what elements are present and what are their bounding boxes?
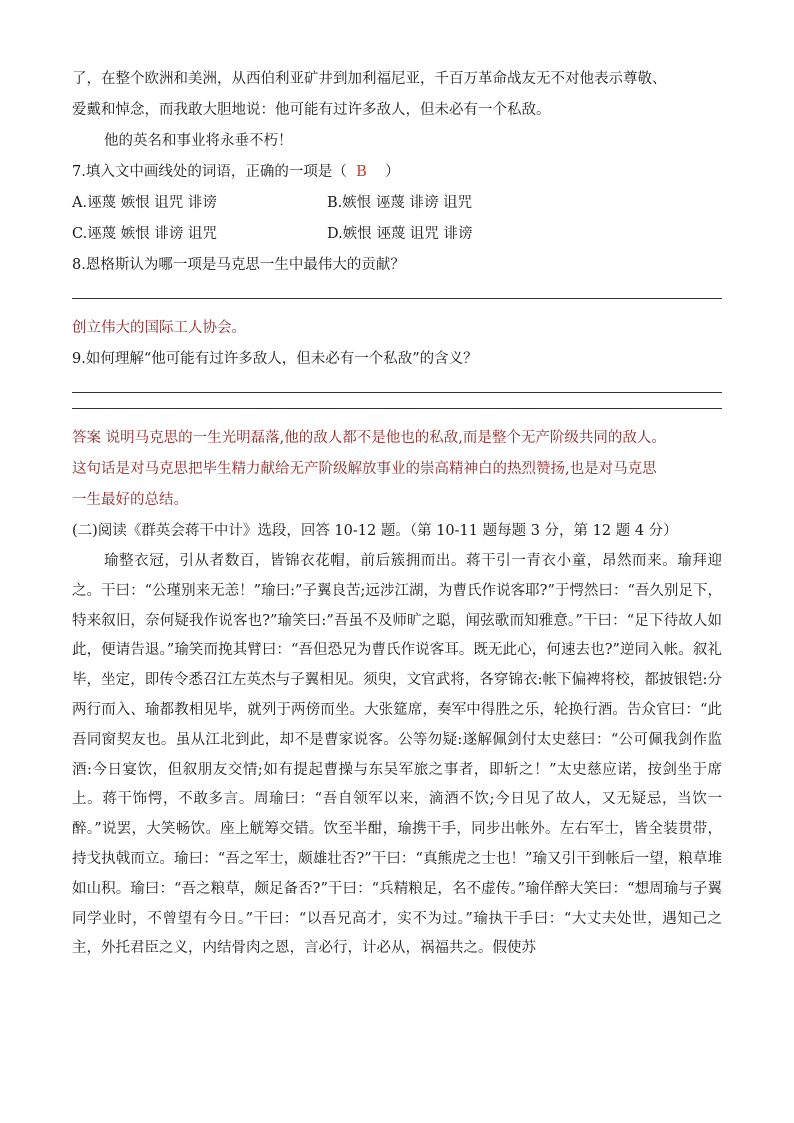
paragraph-line: 他的英名和事业将永垂不朽！ [104,133,293,149]
question-9-answer-line: 一生最好的总结。 [72,492,188,508]
question-8-answer: 创立伟大的国际工人协会。 [72,320,246,336]
option-a: A.诬蔑 嫉恨 诅咒 诽谤 [72,195,217,211]
question-7-options-row2 [72,219,722,250]
question-7-close: ） [385,164,400,180]
reading-passage: 瑜整衣冠，引从者数百，皆锦衣花帽，前后簇拥而出。蒋干引一青衣小童，昂然而来。瑜拜迎之。干曰：“公瑾别来无恙！”瑜曰:”子翼良苦;远涉江湖，为曹氏作说客耶?”于愕然曰：“吾久别足下，特来叙旧，奈何疑我作说客也?”瑜笑曰:”吾虽不及师旷之聪，闻弦歌而知雅意。”干曰：“足下待故人如此，便请告退。”瑜笑而挽其臂曰：“吾但恐兄为曹氏作说客耳。既无此心，何速去也?”逆同入帐。叙礼毕，坐定，即传令悉召江左英杰与子翼相见。须臾，文官武将，各穿锦衣:帐下偏裨将校，都披银铠:分两行而入、瑜都教相见毕，就列于两傍而坐。大张筵席，奏军中得胜之乐，轮换行酒。告众官曰：“此吾同窗契友也。虽从江北到此，却不是曹家说客。公等勿疑:遂解佩剑付太史慈曰：“公可佩我剑作监酒:今日宴饮，但叙朋友交情;如有提起曹操与东吴军旅之事者，即斩之！”太史慈应诺，按剑坐于席上。蒋干饰愕，不敢多言。周瑜曰：“吾自领军以来，滴酒不饮;今日见了故人，又无疑忌，当饮一醉。”说罢，大笑畅饮。座上觥筹交错。饮至半酣，瑜携干手，同步出帐外。左右军士，皆全装贯带，持戈执戟而立。瑜曰：“吾之军士，颇雄壮否?”干曰：“真熊虎之士也！”瑜又引干到帐后一望，粮草堆如山积。瑜曰：“吾之粮草，颇足备否?”干曰：“兵精粮足，名不虚传。”瑜佯醉大笑曰：“想周瑜与子翼同学业时，不曾望有今日。”干曰：“以吾兄高才，实不为过。”瑜执干手曰：“大丈夫处世，遇知己之主，外托君臣之义，内结骨肉之恩，言必行，计必从，祸福共之。假使苏 [72,553,722,957]
paragraph-line: 爱戴和悼念，而我敢大胆地说：他可能有过许多敌人，但未必有一个私敌。 [72,102,551,118]
question-9-answer-line: 答案 说明马克思的一生光明磊落,他的敌人都不是他也的私敌,而是整个无产阶级共同的敌人。 [72,430,666,446]
option-d: D.嫉恨 诬蔑 诅咒 诽谤 [327,226,473,242]
answer-line [72,297,722,299]
option-c: C.诬蔑 嫉恨 诽谤 诅咒 [72,226,218,242]
section-heading: (二)阅读《群英会蒋干中计》选段，回答 10-12 题。（第 10-11 题每题 3 分，第 12 题 4 分） [72,523,678,539]
question-9-stem: 9.如何理解“他可能有过许多敌人，但未必有一个私敌”的含义？ [72,351,478,367]
answer-line [72,391,722,393]
question-7-text: 7.填入文中画线处的词语，正确的一项是（ [72,164,347,180]
question-9-answer-line: 这句话是对马克思把毕生精力献给无产阶级解放事业的崇高精神白的热烈赞扬,也是对马克思 [72,461,657,477]
question-7-options-row1 [72,188,722,219]
option-b: B.嫉恨 诬蔑 诽谤 诅咒 [327,195,473,211]
document-page [72,64,722,964]
paragraph-line: 了，在整个欧洲和美洲，从西伯利亚矿井到加利福尼亚，千百万革命战友无不对他表示尊敬、 [72,71,667,87]
question-7-answer: B [356,164,367,180]
question-7-stem [72,157,722,188]
answer-line [72,407,722,409]
question-8-stem: 8.恩格斯认为哪一项是马克思一生中最伟大的贡献？ [72,257,405,273]
